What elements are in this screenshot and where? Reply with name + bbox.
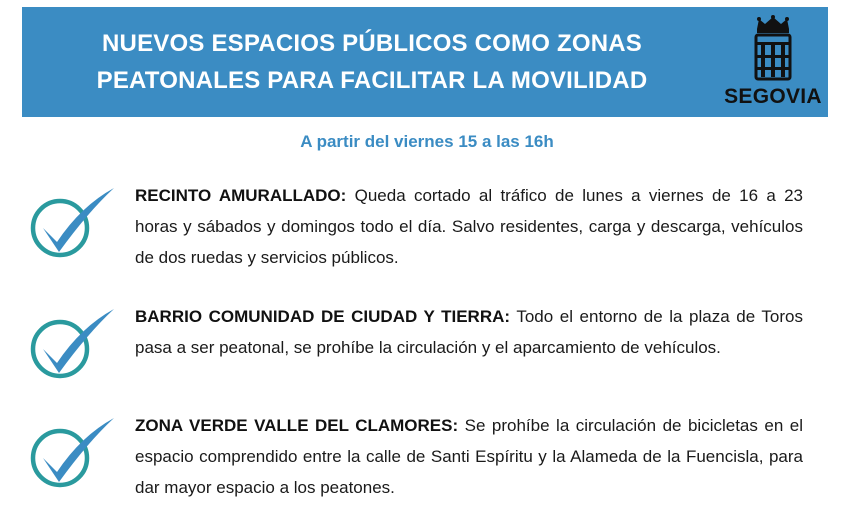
item-body: Queda cortado al tráfico de lunes a viernes de 16 a 23 horas y sábados y domingos todo el día. Salvo residentes, carga y descarga, vehículos de dos ruedas y servicios públicos.	[135, 186, 803, 267]
subtitle: A partir del viernes 15 a las 16h	[300, 132, 554, 151]
item-heading: RECINTO AMURALLADO:	[135, 186, 347, 205]
segovia-logo	[718, 13, 828, 113]
item-description	[135, 410, 803, 503]
title-line-2: PEATONALES PARA FACILITAR LA MOVILIDAD	[96, 67, 648, 94]
check-circle-icon	[26, 184, 126, 260]
check-circle-icon	[26, 305, 126, 381]
item-description	[135, 180, 803, 273]
page-title	[22, 25, 722, 99]
title-line-1: NUEVOS ESPACIOS PÚBLICOS COMO ZONAS	[102, 30, 642, 57]
item-description	[135, 301, 803, 363]
header-banner	[22, 7, 828, 117]
item-body: Todo el entorno de la plaza de Toros pasa a ser peatonal, se prohíbe la circulación y el aparcamiento de vehículos.	[135, 307, 804, 357]
item-heading: ZONA VERDE VALLE DEL CLAMORES:	[135, 416, 459, 435]
check-circle-icon	[26, 414, 126, 490]
item-body: Se prohíbe la circulación de bicicletas en el espacio comprendido entre la calle de Santi Espíritu y la Alameda de la Fuencisla, para dar mayor espacio a los peatones.	[135, 416, 803, 497]
logo-text: SEGOVIA	[724, 85, 822, 108]
crown-aqueduct-icon	[751, 15, 795, 83]
item-heading: BARRIO COMUNIDAD DE CIUDAD Y TIERRA:	[135, 307, 511, 326]
